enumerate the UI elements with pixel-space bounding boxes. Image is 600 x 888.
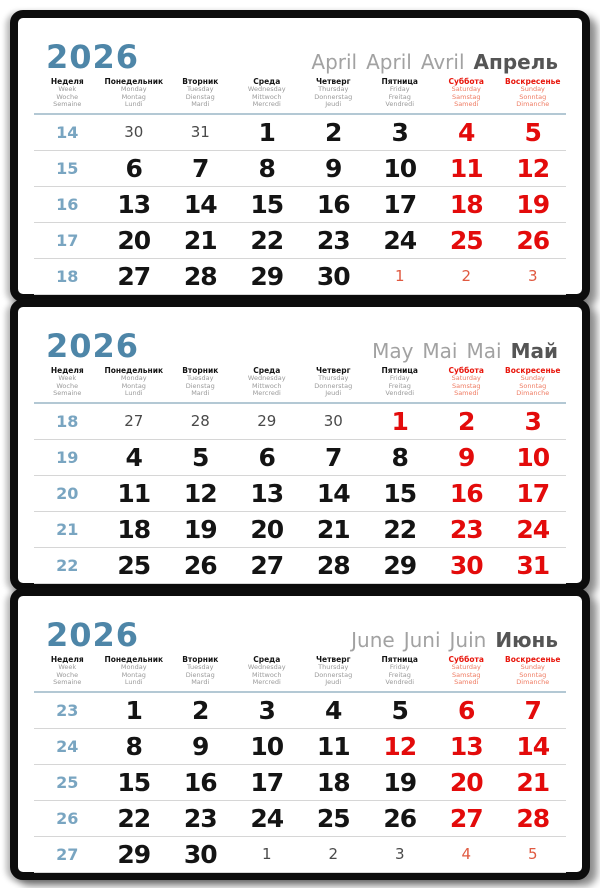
day-name-translation: Saturday xyxy=(451,374,481,382)
week-number: 15 xyxy=(56,158,79,178)
day-name-translation: Mercredi xyxy=(252,389,281,397)
month-name-ru: Июнь xyxy=(495,628,558,652)
week-number: 19 xyxy=(56,447,79,467)
day-name-translation: Freitag xyxy=(388,92,411,101)
date-cell: 15 xyxy=(250,189,284,219)
day-name-translation: Mardi xyxy=(191,678,210,686)
date-cell: 25 xyxy=(449,225,483,255)
date-cell: 4 xyxy=(125,442,142,472)
date-cell: 11 xyxy=(117,478,151,508)
day-name-translation: Mercredi xyxy=(252,678,281,686)
date-cell: 30 xyxy=(183,839,217,869)
day-header-cell xyxy=(500,366,567,398)
month-names xyxy=(302,51,558,74)
day-name-translation: Sonntag xyxy=(519,670,547,679)
date-cell: 20 xyxy=(117,225,151,255)
date-cell: 31 xyxy=(516,550,550,580)
day-header-cell xyxy=(367,366,434,398)
day-name-primary: Вторник xyxy=(182,77,219,86)
day-name-translation: Vendredi xyxy=(385,678,415,686)
day-name-translation: Sunday xyxy=(520,374,545,382)
day-name-translation: Dienstag xyxy=(185,670,215,679)
day-header-cell xyxy=(101,77,168,109)
day-name-primary: Вторник xyxy=(182,366,219,375)
week-row xyxy=(34,765,566,801)
day-name-translation: Woche xyxy=(56,92,79,101)
day-name-primary: Понедельник xyxy=(104,366,164,375)
day-header-cell xyxy=(500,77,567,109)
date-cell: 27 xyxy=(250,550,284,580)
month-name-en: April xyxy=(311,50,358,74)
day-header-cell xyxy=(234,366,301,398)
day-name-translation: Samedi xyxy=(454,100,479,108)
day-name-primary: Пятница xyxy=(381,77,418,86)
month-name-fr: Juin xyxy=(449,628,487,652)
week-row xyxy=(34,801,566,837)
month-name-ru: Апрель xyxy=(473,50,558,74)
date-cell: 12 xyxy=(516,153,550,183)
date-cell: 15 xyxy=(383,478,417,508)
day-name-translation: Freitag xyxy=(388,670,411,679)
date-cell: 22 xyxy=(250,225,284,255)
date-cell: 3 xyxy=(524,406,541,436)
week-row xyxy=(34,187,566,223)
calendar-panel-june xyxy=(10,588,590,880)
week-number: 18 xyxy=(56,266,79,286)
week-number: 14 xyxy=(56,122,79,142)
week-row xyxy=(34,693,566,729)
date-cell: 23 xyxy=(183,803,217,833)
day-name-translation: Jeudi xyxy=(325,678,342,686)
weeks-grid xyxy=(18,693,582,873)
week-number: 18 xyxy=(56,411,79,431)
day-name-translation: Sonntag xyxy=(519,92,547,101)
month-names xyxy=(342,629,558,652)
date-cell: 11 xyxy=(449,153,483,183)
date-cell: 8 xyxy=(391,442,408,472)
date-cell: 8 xyxy=(125,731,142,761)
date-cell: 25 xyxy=(316,803,350,833)
date-cell: 24 xyxy=(383,225,417,255)
week-number: 26 xyxy=(56,808,79,828)
day-name-translation: Vendredi xyxy=(385,389,415,397)
calendar-panel-may xyxy=(10,299,590,591)
day-name-primary: Неделя xyxy=(50,655,84,664)
day-name-translation: Mardi xyxy=(191,389,210,397)
date-cell: 4 xyxy=(458,117,475,147)
week-row xyxy=(34,440,566,476)
day-name-translation: Week xyxy=(58,663,77,671)
date-cell: 29 xyxy=(117,839,151,869)
date-cell: 30 xyxy=(124,123,144,141)
date-cell: 10 xyxy=(383,153,417,183)
date-cell: 30 xyxy=(323,412,343,430)
day-name-translation: Wednesday xyxy=(247,85,286,93)
day-name-translation: Montag xyxy=(121,381,146,390)
day-header-cell xyxy=(34,77,101,109)
date-cell: 9 xyxy=(192,731,209,761)
week-row xyxy=(34,512,566,548)
date-cell: 30 xyxy=(449,550,483,580)
day-name-primary: Вторник xyxy=(182,655,219,664)
day-header-cell xyxy=(234,655,301,687)
month-names xyxy=(363,340,558,363)
week-number: 21 xyxy=(56,519,79,539)
day-name-translation: Thursday xyxy=(318,85,349,93)
day-name-primary: Среда xyxy=(253,366,281,375)
month-name-fr: Avril xyxy=(420,50,465,74)
date-cell: 21 xyxy=(516,767,550,797)
day-header-cell xyxy=(34,655,101,687)
date-cell: 26 xyxy=(183,550,217,580)
date-cell: 3 xyxy=(258,695,275,725)
day-name-primary: Понедельник xyxy=(104,655,164,664)
date-cell: 18 xyxy=(316,767,350,797)
day-header-cell xyxy=(367,77,434,109)
day-name-translation: Monday xyxy=(120,374,147,382)
day-name-translation: Samstag xyxy=(452,670,481,679)
day-name-primary: Суббота xyxy=(448,655,484,664)
week-number: 27 xyxy=(56,844,79,864)
date-cell: 27 xyxy=(449,803,483,833)
day-name-translation: Samedi xyxy=(454,678,479,686)
date-cell: 10 xyxy=(250,731,284,761)
date-cell: 3 xyxy=(394,845,405,863)
date-cell: 14 xyxy=(183,189,217,219)
date-cell: 5 xyxy=(524,117,541,147)
date-cell: 3 xyxy=(391,117,408,147)
month-name-en: June xyxy=(351,628,395,652)
date-cell: 4 xyxy=(325,695,342,725)
day-name-primary: Среда xyxy=(253,655,281,664)
calendar-panel-april xyxy=(10,10,590,302)
day-name-primary: Суббота xyxy=(448,77,484,86)
date-cell: 2 xyxy=(328,845,339,863)
day-name-primary: Неделя xyxy=(50,366,84,375)
day-name-primary: Неделя xyxy=(50,77,84,86)
day-header-cell xyxy=(167,366,234,398)
week-row xyxy=(34,476,566,512)
day-name-translation: Dimanche xyxy=(516,389,550,397)
day-name-translation: Donnerstag xyxy=(314,670,353,679)
date-cell: 29 xyxy=(250,261,284,291)
day-header-cell xyxy=(367,655,434,687)
day-name-translation: Sunday xyxy=(520,85,545,93)
date-cell: 28 xyxy=(316,550,350,580)
day-name-primary: Пятница xyxy=(381,655,418,664)
date-cell: 5 xyxy=(391,695,408,725)
day-name-translation: Saturday xyxy=(451,85,481,93)
weeks-grid xyxy=(18,115,582,295)
date-cell: 28 xyxy=(190,412,210,430)
date-cell: 19 xyxy=(183,514,217,544)
day-name-translation: Lundi xyxy=(124,100,143,108)
date-cell: 7 xyxy=(325,442,342,472)
date-cell: 28 xyxy=(183,261,217,291)
week-row xyxy=(34,404,566,440)
day-name-translation: Vendredi xyxy=(385,100,415,108)
date-cell: 1 xyxy=(394,267,405,285)
date-cell: 2 xyxy=(458,406,475,436)
day-name-translation: Sonntag xyxy=(519,381,547,390)
week-number: 17 xyxy=(56,230,79,250)
date-cell: 15 xyxy=(117,767,151,797)
day-header-cell xyxy=(101,655,168,687)
date-cell: 2 xyxy=(192,695,209,725)
week-number: 16 xyxy=(56,194,79,214)
week-number: 23 xyxy=(56,700,79,720)
date-cell: 9 xyxy=(325,153,342,183)
date-cell: 4 xyxy=(461,845,472,863)
date-cell: 19 xyxy=(383,767,417,797)
month-name-en: May xyxy=(372,339,414,363)
week-row xyxy=(34,223,566,259)
month-name-de: Mai xyxy=(422,339,458,363)
date-cell: 2 xyxy=(461,267,472,285)
day-name-translation: Freitag xyxy=(388,381,411,390)
date-cell: 31 xyxy=(190,123,210,141)
day-name-translation: Montag xyxy=(121,92,146,101)
month-name-de: April xyxy=(366,50,412,74)
date-cell: 7 xyxy=(524,695,541,725)
day-name-translation: Montag xyxy=(121,670,146,679)
day-name-translation: Lundi xyxy=(124,678,143,686)
day-name-translation: Thursday xyxy=(318,374,349,382)
week-row xyxy=(34,548,566,584)
date-cell: 22 xyxy=(383,514,417,544)
day-name-translation: Week xyxy=(58,85,77,93)
date-cell: 25 xyxy=(117,550,151,580)
date-cell: 22 xyxy=(117,803,151,833)
date-cell: 28 xyxy=(516,803,550,833)
day-name-translation: Dimanche xyxy=(516,678,550,686)
week-row xyxy=(34,729,566,765)
month-name-de: Juni xyxy=(403,628,441,652)
year-label: 2026 xyxy=(46,327,140,365)
day-name-translation: Sunday xyxy=(520,663,545,671)
panel-header xyxy=(18,18,582,74)
day-name-translation: Mercredi xyxy=(252,100,281,108)
day-name-translation: Friday xyxy=(389,663,410,671)
day-name-translation: Wednesday xyxy=(247,374,286,382)
day-name-primary: Воскресенье xyxy=(505,655,561,664)
date-cell: 18 xyxy=(449,189,483,219)
date-cell: 1 xyxy=(125,695,142,725)
day-header-cell xyxy=(34,366,101,398)
week-row xyxy=(34,151,566,187)
date-cell: 21 xyxy=(183,225,217,255)
day-header-cell xyxy=(167,77,234,109)
date-cell: 29 xyxy=(257,412,277,430)
date-cell: 13 xyxy=(449,731,483,761)
date-cell: 30 xyxy=(316,261,350,291)
date-cell: 16 xyxy=(449,478,483,508)
day-header-row xyxy=(18,366,582,398)
day-name-translation: Samstag xyxy=(452,92,481,101)
date-cell: 16 xyxy=(183,767,217,797)
weeks-grid xyxy=(18,404,582,584)
day-header-cell xyxy=(300,655,367,687)
date-cell: 8 xyxy=(258,153,275,183)
day-name-translation: Jeudi xyxy=(325,389,342,397)
day-name-primary: Понедельник xyxy=(104,77,164,86)
date-cell: 24 xyxy=(250,803,284,833)
date-cell: 5 xyxy=(527,845,538,863)
day-name-translation: Mittwoch xyxy=(252,92,282,101)
date-cell: 1 xyxy=(258,117,275,147)
day-name-translation: Dimanche xyxy=(516,100,550,108)
day-name-primary: Четверг xyxy=(315,77,351,86)
week-row xyxy=(34,259,566,295)
day-header-row xyxy=(18,655,582,687)
day-header-cell xyxy=(300,77,367,109)
day-header-cell xyxy=(234,77,301,109)
date-cell: 16 xyxy=(316,189,350,219)
week-number: 25 xyxy=(56,772,79,792)
date-cell: 2 xyxy=(325,117,342,147)
month-name-fr: Mai xyxy=(466,339,502,363)
day-header-cell xyxy=(101,366,168,398)
day-name-primary: Воскресенье xyxy=(505,366,561,375)
date-cell: 23 xyxy=(316,225,350,255)
date-cell: 12 xyxy=(383,731,417,761)
date-cell: 27 xyxy=(124,412,144,430)
week-number: 22 xyxy=(56,555,79,575)
day-name-translation: Week xyxy=(58,374,77,382)
day-header-cell xyxy=(500,655,567,687)
date-cell: 6 xyxy=(458,695,475,725)
day-name-translation: Donnerstag xyxy=(314,92,353,101)
day-name-translation: Mittwoch xyxy=(252,670,282,679)
date-cell: 19 xyxy=(516,189,550,219)
day-name-translation: Samedi xyxy=(454,389,479,397)
day-header-cell xyxy=(433,366,500,398)
date-cell: 29 xyxy=(383,550,417,580)
week-number: 24 xyxy=(56,736,79,756)
panel-header xyxy=(18,307,582,363)
date-cell: 10 xyxy=(516,442,550,472)
date-cell: 5 xyxy=(192,442,209,472)
week-row xyxy=(34,837,566,873)
date-cell: 18 xyxy=(117,514,151,544)
week-row xyxy=(34,115,566,151)
day-name-translation: Dienstag xyxy=(185,381,215,390)
date-cell: 23 xyxy=(449,514,483,544)
day-header-cell xyxy=(300,366,367,398)
date-cell: 26 xyxy=(516,225,550,255)
day-name-translation: Mardi xyxy=(191,100,210,108)
date-cell: 1 xyxy=(391,406,408,436)
day-name-translation: Dienstag xyxy=(185,92,215,101)
date-cell: 27 xyxy=(117,261,151,291)
day-name-translation: Thursday xyxy=(318,663,349,671)
day-name-translation: Tuesday xyxy=(187,663,214,671)
week-number: 20 xyxy=(56,483,79,503)
day-name-translation: Woche xyxy=(56,381,79,390)
day-name-translation: Monday xyxy=(120,85,147,93)
day-name-translation: Jeudi xyxy=(325,100,342,108)
date-cell: 24 xyxy=(516,514,550,544)
day-name-translation: Woche xyxy=(56,670,79,679)
day-name-primary: Воскресенье xyxy=(505,77,561,86)
date-cell: 17 xyxy=(250,767,284,797)
date-cell: 7 xyxy=(192,153,209,183)
day-name-translation: Samstag xyxy=(452,381,481,390)
year-label: 2026 xyxy=(46,38,140,76)
month-name-ru: Май xyxy=(510,339,558,363)
year-label: 2026 xyxy=(46,616,140,654)
day-header-row xyxy=(18,77,582,109)
date-cell: 17 xyxy=(516,478,550,508)
date-cell: 26 xyxy=(383,803,417,833)
date-cell: 14 xyxy=(516,731,550,761)
day-name-translation: Friday xyxy=(389,374,410,382)
date-cell: 12 xyxy=(183,478,217,508)
date-cell: 13 xyxy=(117,189,151,219)
day-name-translation: Semaine xyxy=(53,678,82,686)
date-cell: 11 xyxy=(316,731,350,761)
date-cell: 13 xyxy=(250,478,284,508)
day-name-translation: Saturday xyxy=(451,663,481,671)
day-name-primary: Среда xyxy=(253,77,281,86)
day-name-translation: Tuesday xyxy=(187,85,214,93)
day-name-translation: Friday xyxy=(389,85,410,93)
date-cell: 9 xyxy=(458,442,475,472)
date-cell: 3 xyxy=(527,267,538,285)
day-name-primary: Пятница xyxy=(381,366,418,375)
day-name-translation: Mittwoch xyxy=(252,381,282,390)
day-name-primary: Четверг xyxy=(315,366,351,375)
day-name-primary: Четверг xyxy=(315,655,351,664)
day-header-cell xyxy=(433,655,500,687)
date-cell: 1 xyxy=(261,845,272,863)
day-header-cell xyxy=(433,77,500,109)
date-cell: 20 xyxy=(250,514,284,544)
panel-header xyxy=(18,596,582,652)
date-cell: 20 xyxy=(449,767,483,797)
day-name-primary: Суббота xyxy=(448,366,484,375)
date-cell: 14 xyxy=(316,478,350,508)
date-cell: 17 xyxy=(383,189,417,219)
day-header-cell xyxy=(167,655,234,687)
day-name-translation: Semaine xyxy=(53,100,82,108)
day-name-translation: Monday xyxy=(120,663,147,671)
day-name-translation: Wednesday xyxy=(247,663,286,671)
date-cell: 21 xyxy=(316,514,350,544)
date-cell: 6 xyxy=(258,442,275,472)
day-name-translation: Tuesday xyxy=(187,374,214,382)
day-name-translation: Lundi xyxy=(124,389,143,397)
day-name-translation: Semaine xyxy=(53,389,82,397)
day-name-translation: Donnerstag xyxy=(314,381,353,390)
date-cell: 6 xyxy=(125,153,142,183)
